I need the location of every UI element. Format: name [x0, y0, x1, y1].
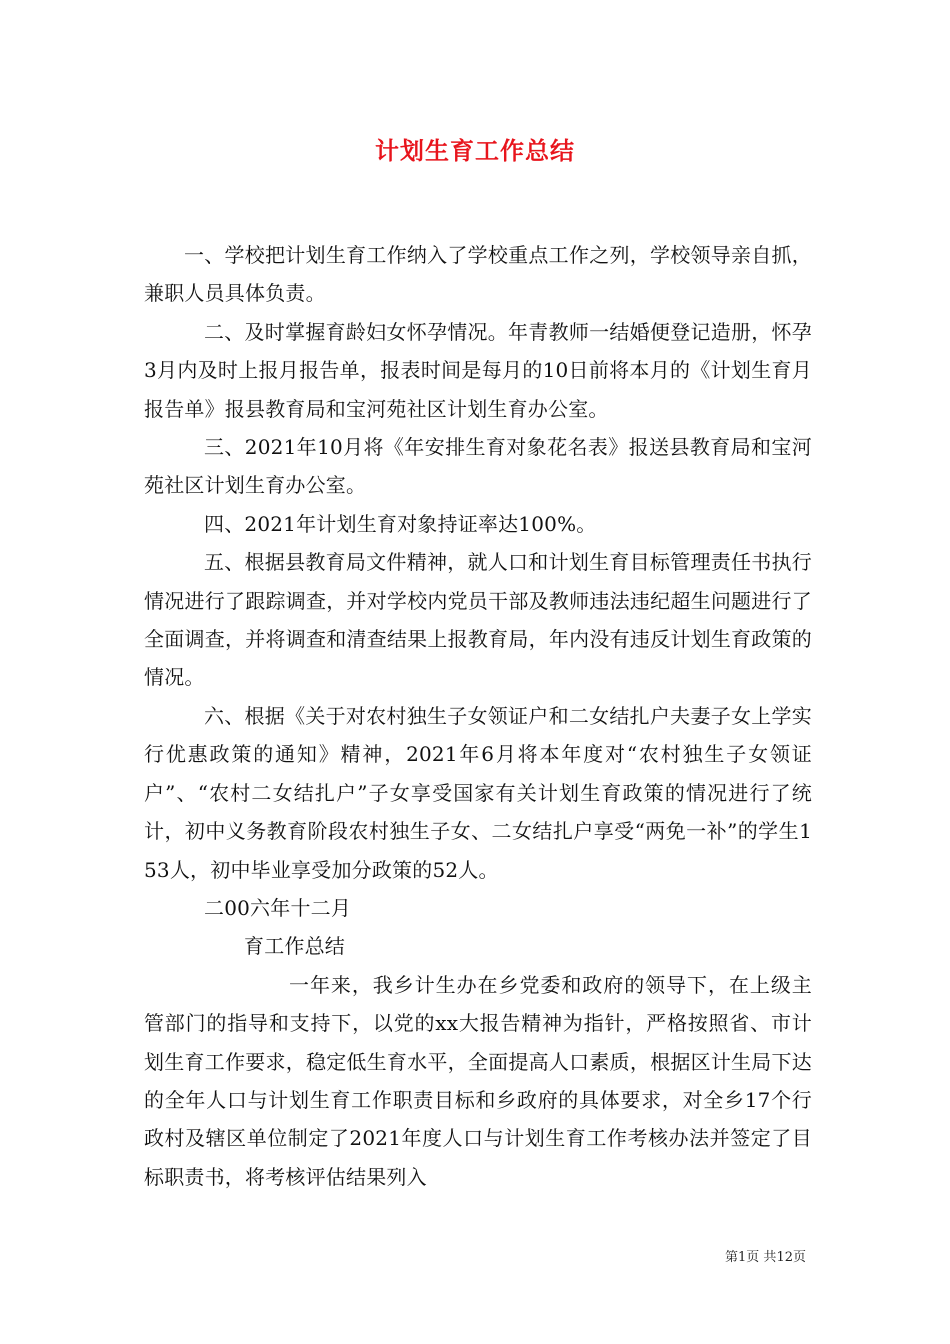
date-line: 二00六年十二月	[204, 895, 352, 920]
footer-page-current: 1	[738, 1250, 747, 1265]
paragraph-2: 二、及时掌握育龄妇女怀孕情况。年青教师一结婚便登记造册，怀孕3月内及时上报月报告单，报表时间是每月的10日前将本月的《计划生育月报告单》报县教育局和宝河苑社区计划生育办公室。	[144, 319, 812, 421]
footer-prefix: 第	[725, 1250, 739, 1265]
footer-middle: 页 共	[746, 1250, 777, 1265]
document-body	[144, 236, 812, 1196]
paragraph-3: 三、2021年10月将《年安排生育对象花名表》报送县教育局和宝河苑社区计划生育办公室。	[144, 435, 812, 498]
page-number-footer	[0, 1246, 806, 1265]
paragraph-6: 六、根据《关于对农村独生子女领证户和二女结扎户夫妻子女上学实行优惠政策的通知》精神，2021年6月将本年度对“农村独生子女领证户”、“农村二女结扎户”子女享受国家有关计划生育政策的情况进行了统计，初中义务教育阶段农村独生子女、二女结扎户享受“两免一补”的学生153人，初中毕业享受加分政策的52人。	[144, 703, 812, 882]
section-heading: 育工作总结	[244, 934, 345, 959]
footer-suffix: 页	[792, 1250, 806, 1265]
paragraph-1: 一、学校把计划生育工作纳入了学校重点工作之列，学校领导亲自抓，兼职人员具体负责。	[144, 243, 812, 306]
paragraph-5: 五、根据县教育局文件精神，就人口和计划生育目标管理责任书执行情况进行了跟踪调查，并对学校内党员干部及教师违法违纪超生问题进行了全面调查，并将调查和清查结果上报教育局，年内没有违反计划生育政策的情况。	[144, 550, 812, 690]
paragraph-4: 四、2021年计划生育对象持证率达100%。	[204, 511, 597, 536]
paragraph-7: 一年来，我乡计生办在乡党委和政府的领导下，在上级主管部门的指导和支持下，以党的xx大报告精神为指针，严格按照省、市计划生育工作要求，稳定低生育水平，全面提高人口素质，根据区计生局下达的全年人口与计划生育工作职责目标和乡政府的具体要求，对全乡17个行政村及辖区单位制定了2021年度人口与计划生育工作考核办法并签定了目标职责书，将考核评估结果列入	[144, 972, 812, 1189]
footer-page-total: 12	[776, 1250, 793, 1265]
document-title: 计划生育工作总结	[375, 137, 575, 165]
